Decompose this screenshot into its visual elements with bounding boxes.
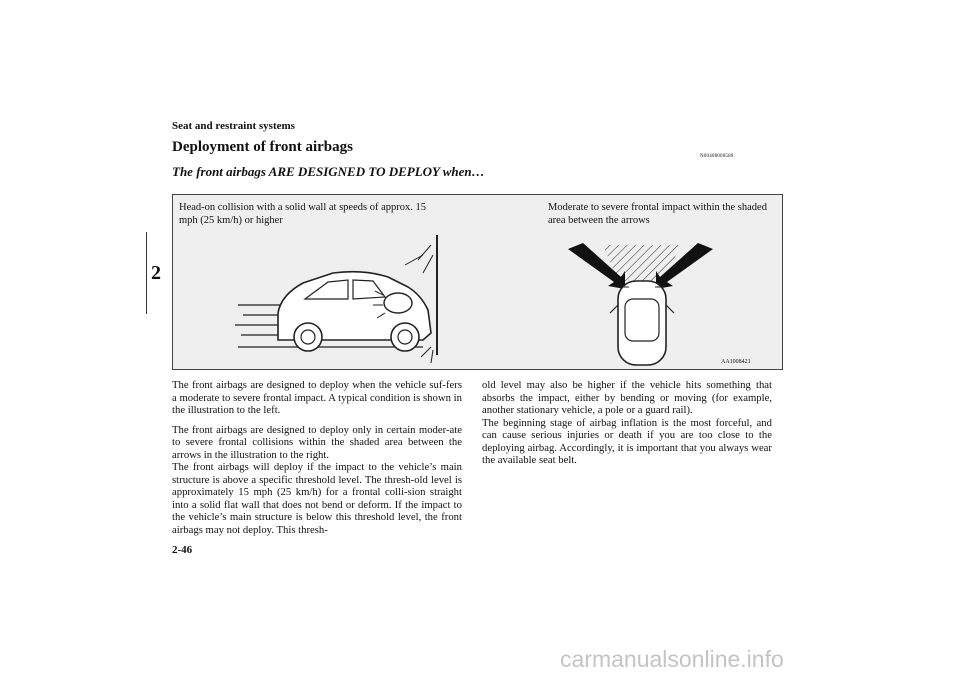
watermark: carmanualsonline.info [560, 646, 784, 672]
figure-caption-left: Head-on collision with a solid wall at speeds of approx. 15 mph (25 km/h) or higher [179, 202, 426, 226]
figure-caption-right: Moderate to severe frontal impact within the shaded area between the arrows [548, 202, 767, 226]
car-wall-collision-illustration [233, 225, 453, 365]
chapter-tab: 2 [151, 262, 161, 284]
paragraph: The beginning stage of airbag inflation is the most forceful, and can cause serious injuries or death if you are too close to the deploying airbag. Accordingly, it is important that you always wear the available seat belt. [482, 416, 772, 466]
paragraph: The front airbags are designed to deploy when the vehicle suf-fers a moderate to severe frontal impact. A typical condition is shown in the illustration to the left. [172, 379, 462, 416]
document-code: N00408000589 [700, 154, 734, 159]
paragraph: The front airbags are designed to deploy only in certain moder-ate to severe frontal collisions within the shaded area between the arrows in the illustration to the right. [172, 423, 462, 461]
figure-code: AA1008421 [721, 359, 751, 365]
body-column-left [172, 379, 462, 543]
page-number: 2-46 [172, 544, 193, 556]
paragraph: The front airbags will deploy if the impact to the vehicle’s main structure is above a specific threshold level. The thresh-old level is approximately 15 mph (25 km/h) for a frontal colli-sion straight into a solid flat wall that does not bend or deform. If the impact to the vehicle’s main structure is below this threshold level, the front airbags may not deploy. This thresh- [172, 461, 462, 536]
page-title: Deployment of front airbags [172, 139, 353, 155]
page-subtitle: The front airbags ARE DESIGNED TO DEPLOY when… [172, 164, 485, 179]
airbag-deployment-figure [172, 194, 783, 370]
body-column-right [482, 379, 772, 474]
section-header: Seat and restraint systems [172, 120, 295, 132]
top-view-car-arrows-illustration [563, 241, 723, 367]
paragraph: old level may also be higher if the vehicle hits something that absorbs the impact, either by bending or moving (for example, another stationary vehicle, a pole or a guard rail). [482, 379, 772, 416]
chapter-divider [146, 232, 147, 314]
